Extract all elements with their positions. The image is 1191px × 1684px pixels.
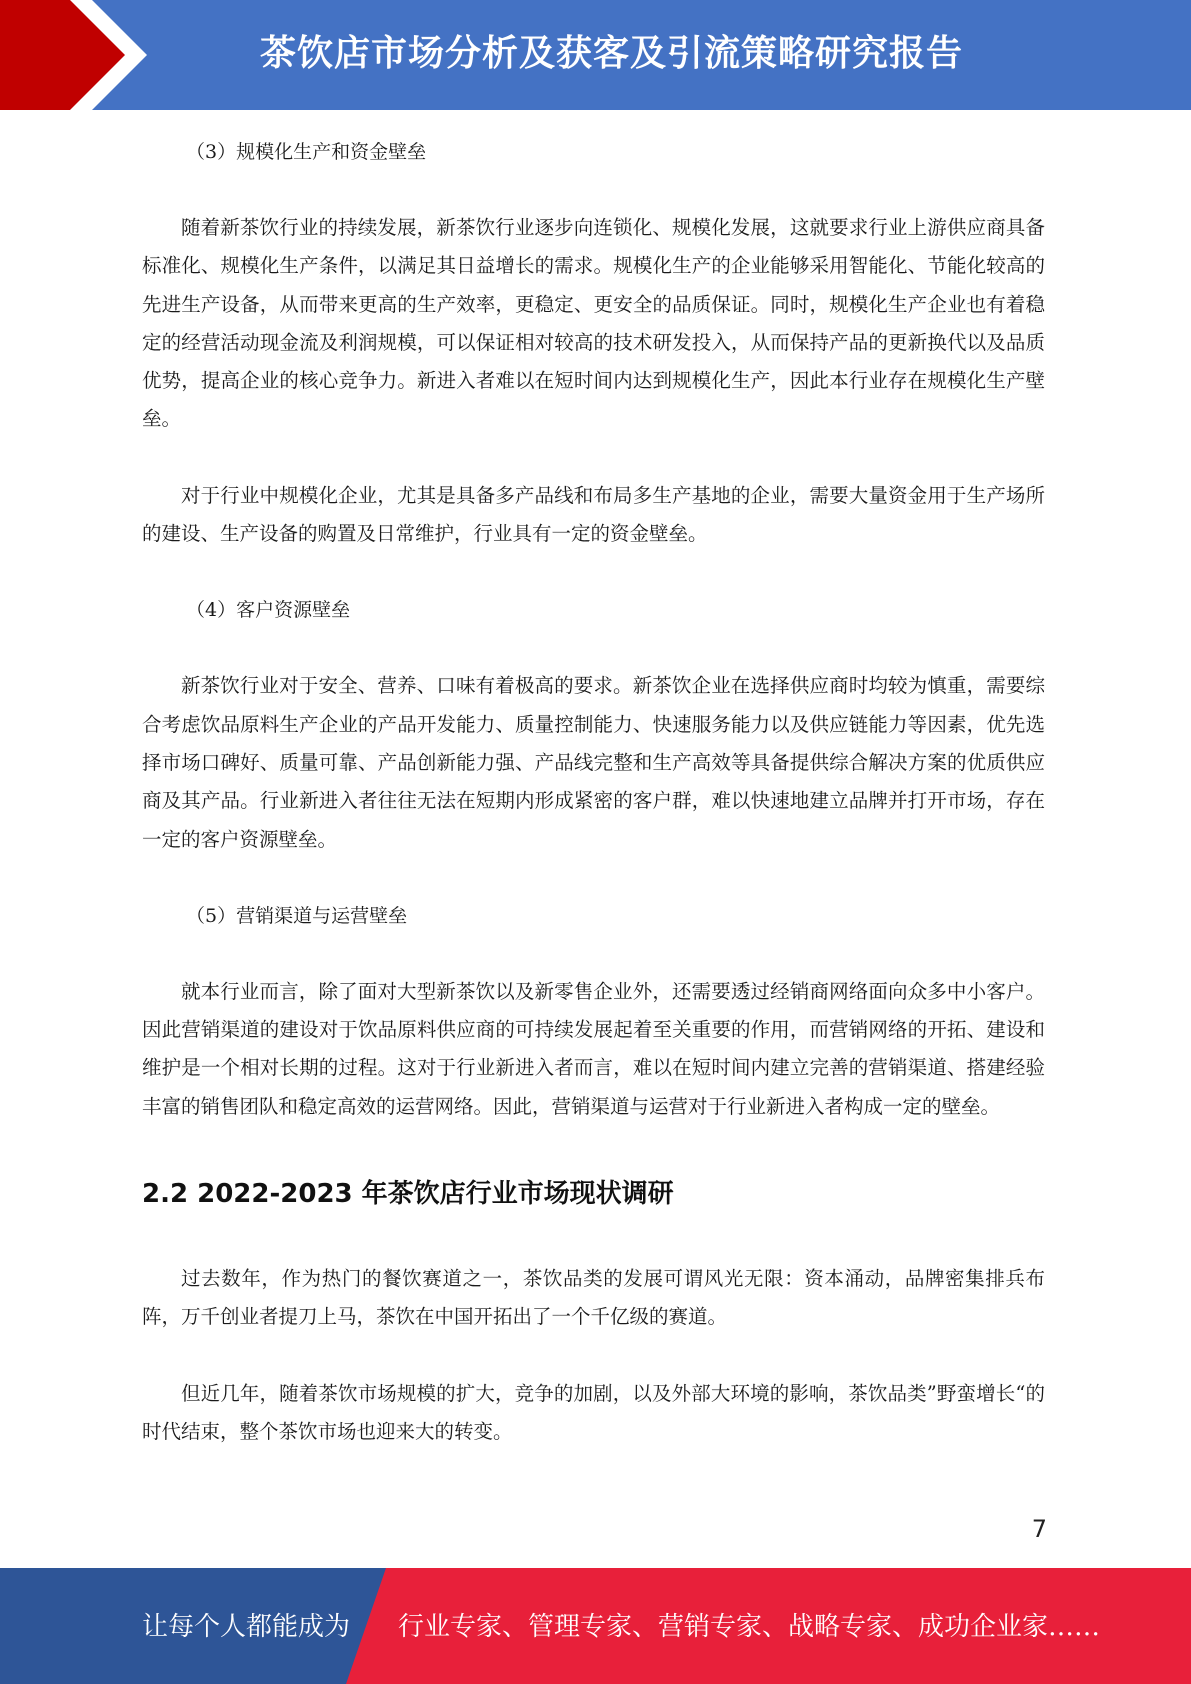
subsection-heading-3: （3）规模化生产和资金壁垒 <box>186 141 427 163</box>
paragraph-marketing-barrier: 就本行业而言，除了面对大型新茶饮以及新零售企业外，还需要透过经销商网络面向众多中小客户。因此营销渠道的建设对于饮品原料供应商的可持续发展起着至关重要的作用，而营销网络的开拓、建设和维护是一个相对长期的过程。这对于行业新进入者而言，难以在短时间内建立完善的营销渠道、搭建经验丰富的销售团队和稳定高效的运营网络。因此，营销渠道与运营对于行业新进入者构成一定的壁垒。 <box>142 979 1045 1118</box>
header-title: 茶饮店市场分析及获客及引流策略研究报告 <box>260 33 964 74</box>
footer-slogan-right: 行业专家、管理专家、营销专家、战略专家、成功企业家…… <box>398 1612 1101 1642</box>
paragraph-customer-barrier: 新茶饮行业对于安全、营养、口味有着极高的要求。新茶饮企业在选择供应商时均较为慎重，需要综合考虑饮品原料生产企业的产品开发能力、质量控制能力、快速服务能力以及供应链能力等因素，优先选择市场口碑好、质量可靠、产品创新能力强、产品线完整和生产高效等具备提供综合解决方案的优质供应商及其产品。行业新进入者往往无法在短期内形成紧密的客户群，难以快速地建立品牌并打开市场，存在一定的客户资源壁垒。 <box>142 674 1045 851</box>
footer-slogan-left: 让每个人都能成为 <box>142 1612 351 1642</box>
paragraph-scale-production: 随着新茶饮行业的持续发展，新茶饮行业逐步向连锁化、规模化发展，这就要求行业上游供应商具备标准化、规模化生产条件，以满足其日益增长的需求。规模化生产的企业能够采用智能化、节能化较高的先进生产设备，从而带来更高的生产效率，更稳定、更安全的品质保证。同时，规模化生产企业也有着稳定的经营活动现金流及利润规模，可以保证相对较高的技术研发投入，从而保持产品的更新换代以及品质优势，提高企业的核心竞争力。新进入者难以在短时间内达到规模化生产，因此本行业存在规模化生产壁垒。 <box>142 216 1045 431</box>
subsection-heading-4: （4）客户资源壁垒 <box>186 599 351 622</box>
paragraph-capital-barrier: 对于行业中规模化企业，尤其是具备多产品线和布局多生产基地的企业，需要大量资金用于生产场所的建设、生产设备的购置及日常维护，行业具有一定的资金壁垒。 <box>142 483 1045 546</box>
paragraph-recent-years: 但近几年，随着茶饮市场规模的扩大，竞争的加剧，以及外部大环境的影响，茶饮品类”野蛮增长“的时代结束，整个茶饮市场也迎来大的转变。 <box>142 1381 1045 1443</box>
section-heading-2-2: 2.2 2022-2023 年茶饮店行业市场现状调研 <box>142 1179 674 1210</box>
page-number: 7 <box>1031 1515 1047 1543</box>
document-body <box>142 133 1045 1451</box>
paragraph-past-years: 过去数年，作为热门的餐饮赛道之一，茶饮品类的发展可谓风光无限：资本涌动，品牌密集排兵布阵，万千创业者提刀上马，茶饮在中国开拓出了一个千亿级的赛道。 <box>142 1267 1045 1329</box>
page-footer <box>0 1568 1191 1684</box>
subsection-heading-5: （5）营销渠道与运营壁垒 <box>186 904 408 927</box>
page-header <box>0 0 1191 110</box>
